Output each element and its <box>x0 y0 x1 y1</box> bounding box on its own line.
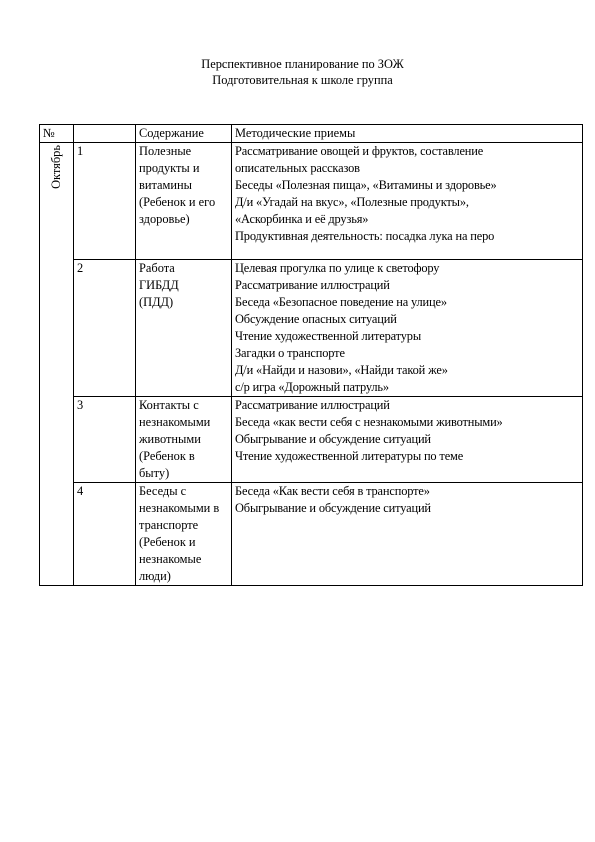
header-number: № <box>40 125 74 143</box>
table-row <box>40 260 583 397</box>
content-line: незнакомыми <box>139 415 211 429</box>
method-line: Рассматривание овощей и фруктов, составление <box>235 144 484 158</box>
method-line: Беседа «Как вести себя в транспорте» <box>235 484 430 498</box>
content-line: животными <box>139 432 201 446</box>
method-line: Д/и «Найди и назови», «Найди такой же» <box>235 363 448 377</box>
content-line: витамины <box>139 178 192 192</box>
method-line: Рассматривание иллюстраций <box>235 278 390 292</box>
content-line: люди) <box>139 569 171 583</box>
content-line: здоровье) <box>139 212 190 226</box>
content-line: Полезные <box>139 144 192 158</box>
title-line-1: Перспективное планирование по ЗОЖ <box>201 57 404 71</box>
method-line: Д/и «Угадай на вкус», «Полезные продукты», <box>235 195 469 209</box>
methods-cell <box>232 397 583 483</box>
method-line: Загадки о транспорте <box>235 346 345 360</box>
header-blank <box>74 125 136 143</box>
method-line: описательных рассказов <box>235 161 360 175</box>
method-line: Чтение художественной литературы <box>235 329 422 343</box>
row-number: 3 <box>74 397 136 483</box>
month-label: Октябрь <box>49 145 63 189</box>
content-line: незнакомыми в <box>139 501 220 515</box>
row-number: 2 <box>74 260 136 397</box>
content-line: Работа <box>139 261 175 275</box>
content-cell <box>136 260 232 397</box>
content-line: (Ребенок и <box>139 535 196 549</box>
content-line: ГИБДД <box>139 278 179 292</box>
method-line: Обыгрывание и обсуждение ситуаций <box>235 432 431 446</box>
content-line: (Ребенок и его <box>139 195 216 209</box>
row-number: 4 <box>74 483 136 586</box>
method-line: Рассматривание иллюстраций <box>235 398 390 412</box>
methods-cell <box>232 260 583 397</box>
table-row <box>40 483 583 586</box>
method-line: с/р игра «Дорожный патруль» <box>235 380 389 394</box>
content-line: (ПДД) <box>139 295 174 309</box>
method-line: Беседы «Полезная пища», «Витамины и здоровье» <box>235 178 497 192</box>
methods-cell <box>232 483 583 586</box>
method-line: Беседа «как вести себя с незнакомыми животными» <box>235 415 503 429</box>
title-line-2: Подготовительная к школе группа <box>212 73 393 87</box>
method-line: Продуктивная деятельность: посадка лука на перо <box>235 229 495 243</box>
row-number: 1 <box>74 143 136 260</box>
content-cell <box>136 397 232 483</box>
content-cell <box>136 483 232 586</box>
content-line: Контакты с <box>139 398 199 412</box>
methods-cell <box>232 143 583 260</box>
plan-table <box>39 124 583 586</box>
document-title <box>0 56 595 88</box>
content-line: быту) <box>139 466 170 480</box>
content-line: транспорте <box>139 518 199 532</box>
content-line: (Ребенок в <box>139 449 195 463</box>
method-line: Чтение художественной литературы по теме <box>235 449 464 463</box>
table-header-row <box>40 125 583 143</box>
method-line: «Аскорбинка и её друзья» <box>235 212 369 226</box>
table-row <box>40 397 583 483</box>
content-line: продукты и <box>139 161 200 175</box>
header-methods: Методические приемы <box>232 125 583 143</box>
month-cell <box>40 143 74 586</box>
method-line: Целевая прогулка по улице к светофору <box>235 261 440 275</box>
method-line: Обыгрывание и обсуждение ситуаций <box>235 501 431 515</box>
method-line: Обсуждение опасных ситуаций <box>235 312 397 326</box>
content-line: незнакомые <box>139 552 202 566</box>
content-cell <box>136 143 232 260</box>
header-content: Содержание <box>136 125 232 143</box>
method-line: Беседа «Безопасное поведение на улице» <box>235 295 447 309</box>
content-line: Беседы с <box>139 484 187 498</box>
table-row <box>40 143 583 260</box>
